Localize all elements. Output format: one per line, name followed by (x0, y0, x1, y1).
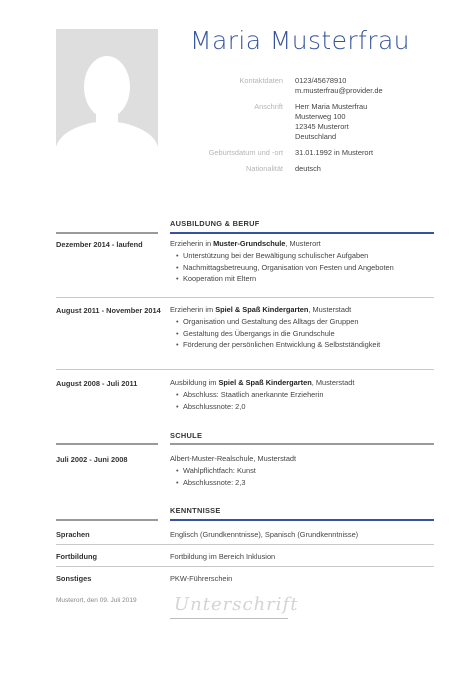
nationality: deutsch (295, 164, 321, 173)
entry-place: Spiel & Spaß Kindergarten (215, 305, 309, 314)
entry-suffix: , Musterort (285, 239, 321, 248)
entry-date: Juli 2002 - Juni 2008 (56, 455, 128, 464)
entry-heading (170, 304, 434, 316)
phone-number: 0123/45678910 (295, 76, 347, 85)
signature-line (170, 618, 288, 619)
section-divider-accent (170, 232, 434, 234)
entry-divider (56, 544, 434, 545)
entry-suffix: , Musterstadt (308, 305, 352, 314)
entry-date: Dezember 2014 - laufend (56, 240, 143, 249)
entry-prefix: Erzieherin in (170, 239, 214, 248)
personal-info (190, 76, 440, 180)
entry-divider (56, 297, 434, 298)
entry-body (170, 453, 434, 488)
entry-bullets (170, 316, 434, 351)
entry-bullets (170, 389, 434, 413)
skill-label: Fortbildung (56, 552, 98, 561)
info-label: Anschrift (254, 102, 283, 111)
address-line: Herr Maria Musterfrau (295, 102, 368, 111)
bullet-item: • Unterstützung bei der Bewältigung schulischer Aufgaben (176, 250, 434, 262)
info-row-contact (190, 76, 440, 96)
info-value (295, 102, 367, 142)
entry-prefix: Erzieherin im (170, 305, 216, 314)
entry-date: August 2011 - November 2014 (56, 306, 161, 315)
email-address: m.musterfrau@provider.de (295, 86, 383, 95)
bullet-item: • Kooperation mit Eltern (176, 273, 434, 285)
info-label: Geburtsdatum und -ort (208, 148, 283, 157)
address-line: Deutschland (295, 132, 337, 141)
skill-value: PKW-Führerschein (170, 574, 233, 583)
section-title-schule: SCHULE (170, 431, 203, 440)
skill-label: Sonstiges (56, 574, 92, 583)
entry-date: August 2008 - Juli 2011 (56, 379, 138, 388)
skill-value: Englisch (Grundkenntnisse), Spanisch (Grundkenntnisse) (170, 530, 359, 539)
info-row-birth (190, 148, 440, 158)
entry-heading (170, 238, 434, 250)
entry-body (170, 377, 434, 412)
bullet-item: • Nachmittagsbetreuung, Organisation von Festen und Angeboten (176, 262, 434, 274)
entry-body (170, 238, 434, 285)
bullet-item: • Abschlussnote: 2,0 (176, 401, 434, 413)
profile-silhouette-icon (56, 29, 158, 164)
applicant-name: Maria Musterfrau (190, 26, 410, 55)
bullet-item: • Organisation und Gestaltung des Alltags der Gruppen (176, 316, 434, 328)
info-value (295, 164, 321, 174)
info-value (295, 148, 373, 158)
bullet-item: • Gestaltung des Übergangs in die Grundschule (176, 328, 434, 340)
address-line: Musterweg 100 (295, 112, 346, 121)
entry-divider (56, 566, 434, 567)
profile-photo-placeholder (56, 29, 158, 164)
info-value (295, 76, 383, 96)
entry-suffix: , Musterstadt (311, 378, 355, 387)
entry-bullets (170, 465, 434, 489)
entry-place: Muster-Grundschule (213, 239, 286, 248)
entry-divider (56, 369, 434, 370)
bullet-item: • Wahlpflichtfach: Kunst (176, 465, 434, 477)
section-divider (56, 519, 158, 521)
entry-heading (170, 377, 434, 389)
section-title-kenntnisse: KENNTNISSE (170, 506, 221, 515)
info-label: Nationalität (246, 164, 283, 173)
entry-bullets (170, 250, 434, 285)
bullet-item: • Förderung der persönlichen Entwicklung & Selbstständigkeit (176, 339, 434, 351)
entry-heading: Albert-Muster-Realschule, Musterstadt (170, 454, 297, 463)
signature: Unterschrift (174, 594, 299, 615)
section-divider (56, 232, 158, 234)
birth-date-place: 31.01.1992 in Musterort (295, 148, 374, 157)
skill-label: Sprachen (56, 530, 90, 539)
section-title-ausbildung: AUSBILDUNG & BERUF (170, 219, 260, 228)
signature-place-date: Musterort, den 09. Juli 2019 (56, 597, 137, 604)
entry-prefix: Ausbildung im (170, 378, 219, 387)
entry-place: Spiel & Spaß Kindergarten (218, 378, 312, 387)
info-label: Kontaktdaten (239, 76, 283, 85)
section-divider (170, 443, 434, 445)
info-row-address (190, 102, 440, 142)
skill-value: Fortbildung im Bereich Inklusion (170, 552, 276, 561)
bullet-item: • Abschluss: Staatlich anerkannte Erzieherin (176, 389, 434, 401)
info-row-nationality (190, 164, 440, 174)
bullet-item: • Abschlussnote: 2,3 (176, 477, 434, 489)
section-divider-accent (170, 519, 434, 521)
section-divider (56, 443, 158, 445)
entry-body (170, 304, 434, 351)
address-line: 12345 Musterort (295, 122, 349, 131)
